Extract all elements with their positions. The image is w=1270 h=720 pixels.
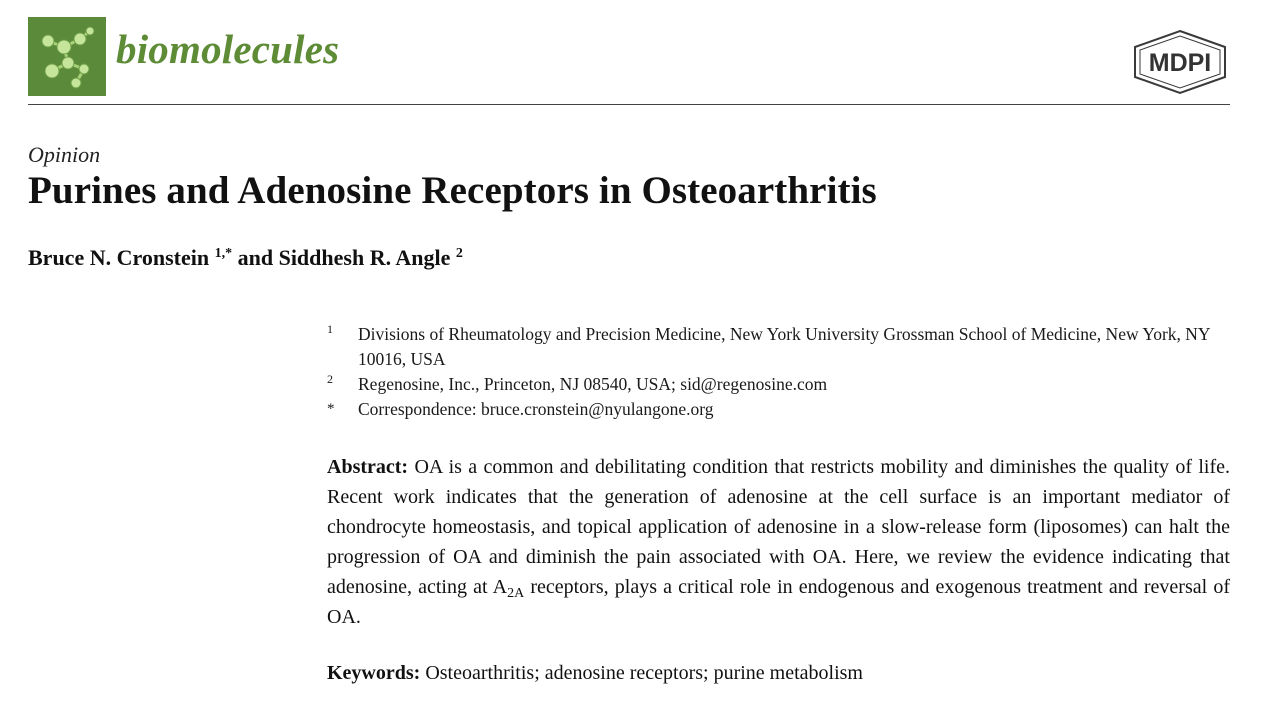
affiliation-mark: * — [327, 401, 335, 417]
keywords-label: Keywords: — [327, 662, 421, 684]
author-name: Bruce N. Cronstein — [28, 245, 210, 270]
affiliation-text: Correspondence: bruce.cronstein@nyulangone.org — [358, 399, 714, 419]
abstract-text-continued: receptors, plays a critical role in endogenous and exogenous treatment and reversal of OA. — [327, 576, 1230, 628]
molecule-icon — [28, 17, 106, 96]
affiliation-text: Regenosine, Inc., Princeton, NJ 08540, USA; sid@regenosine.com — [358, 374, 828, 394]
author-affiliation-mark: 2 — [455, 246, 463, 261]
keywords — [327, 659, 1230, 687]
author-affiliation-mark: 1,* — [214, 246, 233, 261]
abstract — [327, 452, 1230, 632]
affiliation-item — [327, 372, 1217, 397]
keywords-text: Osteoarthritis; adenosine receptors; purine metabolism — [425, 662, 863, 684]
journal-name: biomolecules — [116, 26, 340, 72]
author-name: Siddhesh R. Angle — [278, 245, 451, 270]
affiliations — [327, 322, 1217, 422]
affiliation-item — [327, 322, 1217, 372]
author-connector: and — [237, 245, 274, 270]
affiliation-text: Divisions of Rheumatology and Precision Medicine, New York University Grossman School of Medicine, New York, NY 10016, USA — [358, 324, 1210, 369]
affiliation-mark: 2 — [327, 372, 333, 386]
journal-header — [28, 17, 1230, 105]
abstract-label: Abstract: — [327, 456, 409, 478]
affiliation-item — [327, 397, 1217, 422]
abstract-text: OA is a common and debilitating condition that restricts mobility and diminishes the quality of life. Recent work indicates that the generation of adenosine at the cell surface is an important mediator of chondrocyte homeostasis, and topical application of adenosine in a slow-release form (liposomes) can halt the progression of OA and diminish the pain associated with OA. Here, we review the evidence indicating that adenosine, acting at A — [327, 456, 1230, 598]
author-list — [28, 245, 463, 271]
affiliation-mark: 1 — [327, 322, 333, 336]
mdpi-logo — [1131, 29, 1229, 95]
article-type: Opinion — [28, 142, 101, 167]
article-title: Purines and Adenosine Receptors in Osteoarthritis — [28, 169, 877, 212]
svg-text:MDPI: MDPI — [1148, 49, 1212, 77]
abstract-subscript: 2A — [507, 586, 525, 601]
header-divider — [28, 104, 1230, 105]
